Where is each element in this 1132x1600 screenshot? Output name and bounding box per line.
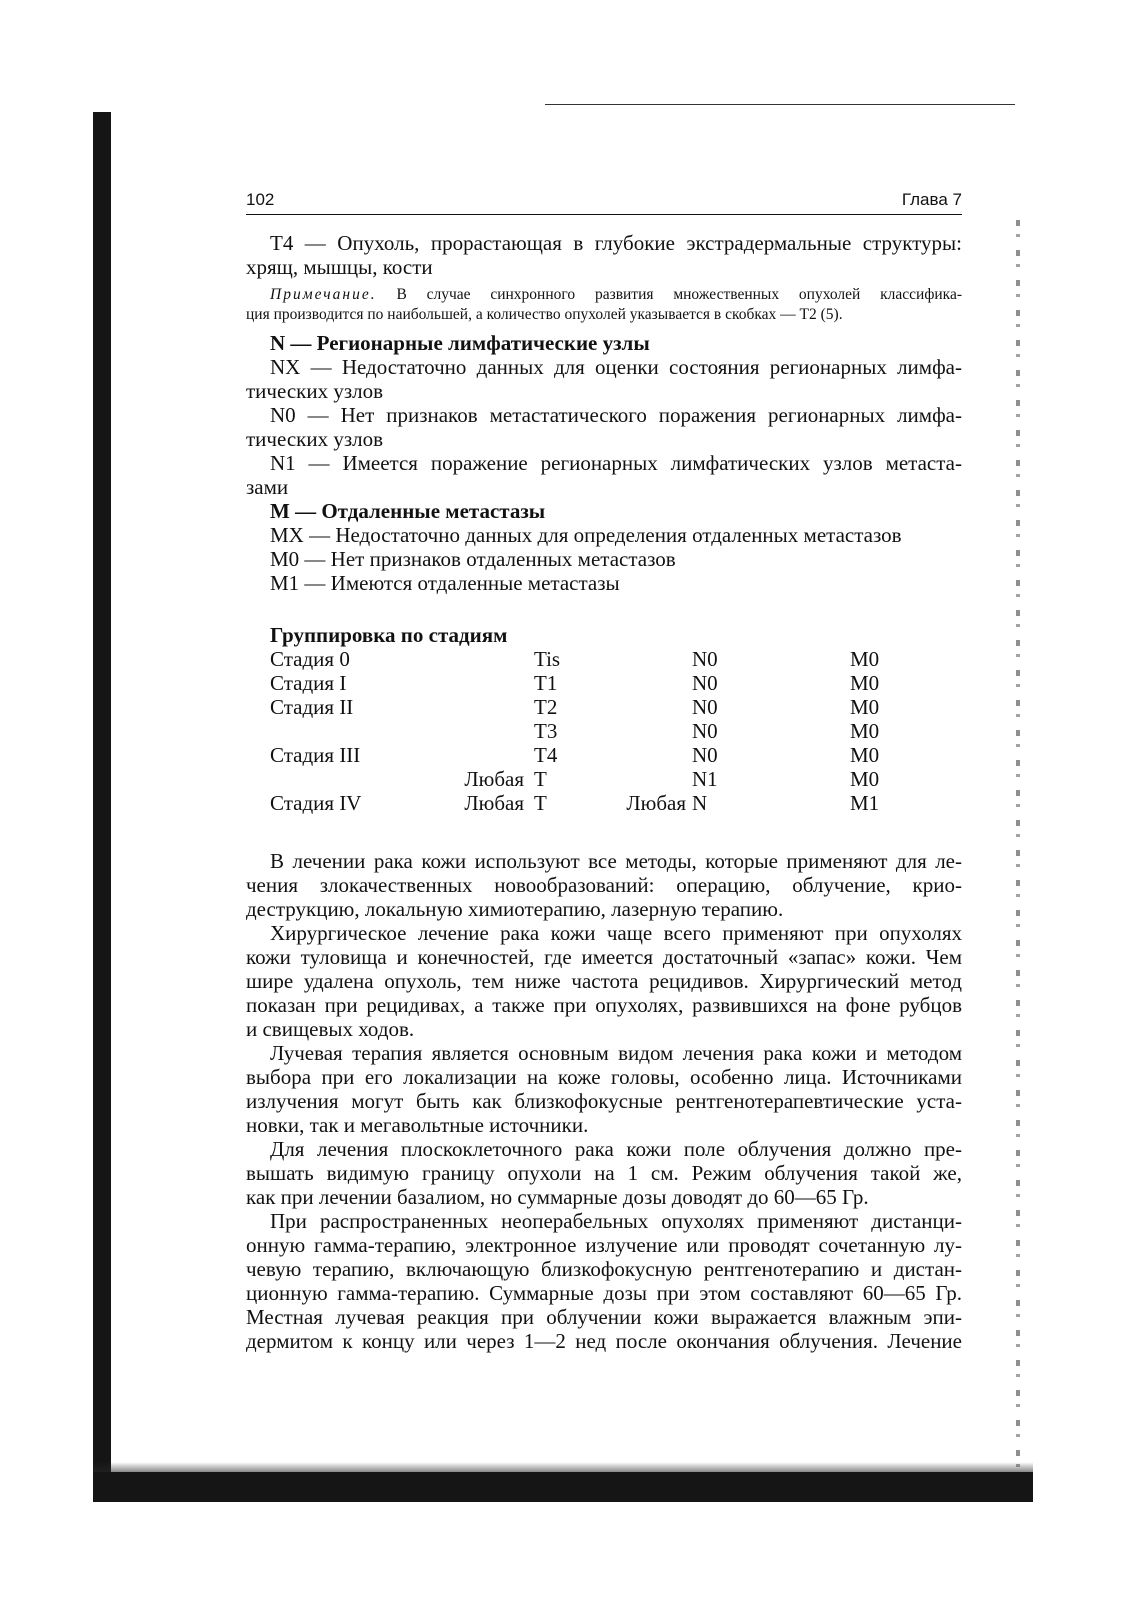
- text-line: дермитом к концу или через 1—2 нед после окончания облучения. Лечение: [246, 1329, 962, 1353]
- t-cell: T1: [534, 671, 558, 695]
- m-cell: M0: [850, 671, 880, 695]
- section-heading: N — Регионарные лимфатические узлы: [270, 331, 650, 355]
- text-line: чения злокачественных новообразований: операцию, облучение, крио-: [246, 873, 962, 897]
- stage-cell: Стадия III: [270, 743, 361, 767]
- scan-artifact-left-border: [93, 112, 111, 1502]
- text-line: тических узлов: [246, 379, 384, 403]
- t-prefix-cell: Любая: [464, 791, 524, 815]
- text-line: Для лечения плоскоклеточного рака кожи поле облучения должно пре-: [270, 1137, 962, 1161]
- section-heading: М — Отдаленные метастазы: [270, 499, 546, 523]
- text-line: Лучевая терапия является основным видом лечения рака кожи и методом: [270, 1041, 962, 1065]
- t-prefix-cell: Любая: [464, 767, 524, 791]
- text-line: NX — Недостаточно данных для оценки состояния регионарных лимфа-: [270, 355, 962, 379]
- staging-row: [246, 671, 962, 695]
- paragraph: [246, 1041, 962, 1137]
- note-text: В случае синхронного развития множественных опухолей классифика-: [396, 286, 963, 303]
- text-line: ционную гамма-терапию. Суммарные дозы при этом составляют 60—65 Гр.: [246, 1281, 962, 1305]
- staging-row: [246, 719, 962, 743]
- staging-title: Группировка по стадиям: [270, 623, 508, 647]
- t-cell: Tis: [534, 647, 561, 671]
- text-line: M1 — Имеются отдаленные метастазы: [270, 571, 620, 595]
- n-section: [246, 331, 962, 499]
- chapter-title: Глава 7: [901, 190, 962, 209]
- text-line: Т4 — Опухоль, прорастающая в глубокие экстрадермальные структуры:: [270, 231, 962, 255]
- note-line: [246, 285, 962, 305]
- text-line: шире удалена опухоль, тем ниже частота рецидивов. Хирургический метод: [246, 969, 962, 993]
- text-line: новки, так и мегавольтные источники.: [246, 1113, 589, 1137]
- m-cell: M0: [850, 719, 880, 743]
- scan-artifact-top-line: [545, 104, 1015, 105]
- text-line: При распространенных неоперабельных опухолях применяют дистанци-: [270, 1209, 962, 1233]
- m-cell: M0: [850, 743, 880, 767]
- n-cell: N0: [692, 671, 718, 695]
- n-cell: N: [692, 791, 708, 815]
- paragraph: [246, 1209, 962, 1353]
- scan-artifact-bottom-border: [93, 1472, 1033, 1502]
- page-number: 102: [246, 190, 275, 209]
- note-line: ция производится по наибольшей, а количество опухолей указывается в скобках — Т2 (5).: [246, 306, 843, 323]
- text-line: зами: [246, 475, 289, 499]
- staging-table: [246, 647, 962, 815]
- text-line: деструкцию, локальную химиотерапию, лазерную терапию.: [246, 897, 784, 921]
- n-prefix-cell: Любая: [626, 791, 686, 815]
- paragraph: [246, 921, 962, 1041]
- text-line: тических узлов: [246, 427, 384, 451]
- text-line: выбора при его локализации на коже головы, особенно лица. Источниками: [246, 1065, 962, 1089]
- treatment-text: [246, 849, 962, 1353]
- text-line: вышать видимую границу опухоли на 1 см. Режим облучения такой же,: [246, 1161, 962, 1185]
- text-line: N1 — Имеется поражение регионарных лимфатических узлов метаста-: [270, 451, 962, 475]
- text-line: хрящ, мышцы, кости: [246, 255, 433, 279]
- note: [246, 285, 962, 325]
- book-page: [246, 190, 962, 1353]
- staging-row: [246, 791, 962, 815]
- text-line: чевую терапию, включающую близкофокусную рентгенотерапию и дистан-: [246, 1257, 962, 1281]
- text-line: кожи туловища и конечностей, где имеется достаточный «запас» кожи. Чем: [246, 945, 962, 969]
- text-line: излучения могут быть как близкофокусные рентгенотерапевтические уста-: [246, 1089, 962, 1113]
- text-line: онную гамма-терапию, электронное излучение или проводят сочетанную лу-: [246, 1233, 962, 1257]
- text-line: В лечении рака кожи используют все методы, которые применяют для ле-: [270, 849, 962, 873]
- note-label: Примечание.: [270, 286, 377, 303]
- n-cell: N0: [692, 647, 718, 671]
- n-cell: N1: [692, 767, 718, 791]
- scan-artifact-right-edge: [1016, 220, 1020, 1470]
- staging-row: [246, 743, 962, 767]
- paragraph: [246, 1137, 962, 1209]
- text-line: MX — Недостаточно данных для определения отдаленных метастазов: [270, 523, 902, 547]
- t-cell: T: [534, 767, 547, 791]
- m-cell: M0: [850, 647, 880, 671]
- t-cell: T: [534, 791, 547, 815]
- staging-row: [246, 695, 962, 719]
- text-line: и свищевых ходов.: [246, 1017, 415, 1041]
- text-line: N0 — Нет признаков метастатического поражения регионарных лимфа-: [270, 403, 962, 427]
- text-line: Местная лучевая реакция при облучении кожи выражается влажным эпи-: [246, 1305, 962, 1329]
- t-cell: T2: [534, 695, 558, 719]
- m-cell: M0: [850, 767, 880, 791]
- n-cell: N0: [692, 719, 718, 743]
- t4-definition: [246, 231, 962, 279]
- text-line: показан при рецидивах, а также при опухолях, развившихся на фоне рубцов: [246, 993, 962, 1017]
- text-line: Хирургическое лечение рака кожи чаще всего применяют при опухолях: [270, 921, 962, 945]
- stage-cell: Стадия IV: [270, 791, 362, 815]
- text-line: как при лечении базалиом, но суммарные дозы доводят до 60—65 Гр.: [246, 1185, 869, 1209]
- paragraph: [246, 849, 962, 921]
- t-cell: T4: [534, 743, 558, 767]
- staging-row: [246, 767, 962, 791]
- stage-cell: Стадия II: [270, 695, 354, 719]
- staging-row: [246, 647, 962, 671]
- stage-cell: Стадия I: [270, 671, 347, 695]
- n-cell: N0: [692, 743, 718, 767]
- running-head: [246, 190, 962, 215]
- n-cell: N0: [692, 695, 718, 719]
- m-cell: M1: [850, 791, 880, 815]
- m-cell: M0: [850, 695, 880, 719]
- m-section: [246, 499, 962, 595]
- stage-cell: Стадия 0: [270, 647, 350, 671]
- t-cell: T3: [534, 719, 558, 743]
- text-line: M0 — Нет признаков отдаленных метастазов: [270, 547, 676, 571]
